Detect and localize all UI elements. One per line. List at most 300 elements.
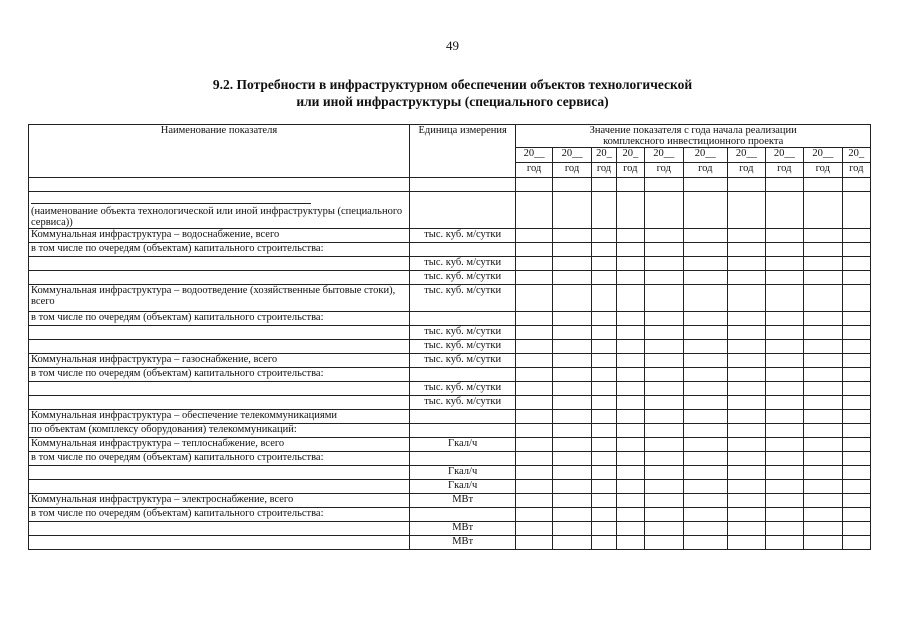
indicator-name-cell [29, 466, 410, 480]
value-cell [592, 508, 616, 522]
indicator-name-cell [29, 522, 410, 536]
unit-cell: МВт [409, 522, 515, 536]
indicator-name-cell [29, 257, 410, 271]
value-cell [552, 410, 592, 424]
value-cell [842, 522, 870, 536]
value-cell [804, 312, 843, 326]
value-cell [765, 536, 804, 550]
value-cell [516, 410, 552, 424]
value-cell [552, 243, 592, 257]
header-name: Наименование показателя [29, 125, 410, 178]
value-cell [842, 192, 870, 229]
table-row [29, 438, 871, 452]
value-cell [728, 382, 765, 396]
year-word: год [592, 163, 616, 178]
indicator-name: по объектам (комплексу оборудования) телекоммуникаций: [31, 424, 297, 435]
value-cell [683, 271, 728, 285]
unit-cell: тыс. куб. м/сутки [409, 285, 515, 312]
value-cell [592, 368, 616, 382]
value-cell [516, 494, 552, 508]
year-header: 20_ [842, 148, 870, 163]
year-header: 20__ [804, 148, 843, 163]
value-cell [765, 192, 804, 229]
value-cell [683, 243, 728, 257]
year-header: 20_ [616, 148, 644, 163]
value-cell [765, 312, 804, 326]
value-cell [645, 326, 684, 340]
value-cell [765, 396, 804, 410]
value-cell [683, 229, 728, 243]
value-cell [804, 192, 843, 229]
value-cell [728, 243, 765, 257]
value-cell [842, 494, 870, 508]
value-cell [804, 396, 843, 410]
indicator-name: Коммунальная инфраструктура – водоснабжение, всего [31, 229, 280, 240]
value-cell [592, 382, 616, 396]
indicator-name-cell [29, 368, 410, 382]
value-cell [516, 192, 552, 229]
value-cell [616, 340, 644, 354]
section-title [0, 76, 905, 110]
indicator-name-cell [29, 438, 410, 452]
value-cell [765, 285, 804, 312]
table-row [29, 466, 871, 480]
table-row [29, 178, 871, 192]
indicator-name: Коммунальная инфраструктура – теплоснабжение, всего [31, 438, 285, 449]
value-cell [765, 424, 804, 438]
value-cell [683, 508, 728, 522]
value-cell [683, 536, 728, 550]
value-cell [616, 508, 644, 522]
value-cell [616, 424, 644, 438]
value-cell [804, 466, 843, 480]
table-row [29, 536, 871, 550]
value-cell [616, 354, 644, 368]
value-cell [552, 178, 592, 192]
value-cell [645, 508, 684, 522]
value-cell [842, 312, 870, 326]
value-cell [516, 354, 552, 368]
table-row [29, 494, 871, 508]
indicator-name: в том числе по очередям (объектам) капитального строительства: [31, 508, 324, 519]
value-cell [616, 257, 644, 271]
unit-cell: тыс. куб. м/сутки [409, 271, 515, 285]
unit-cell: тыс. куб. м/сутки [409, 326, 515, 340]
value-cell [804, 178, 843, 192]
value-cell [683, 466, 728, 480]
value-cell [552, 271, 592, 285]
value-cell [645, 340, 684, 354]
value-cell [683, 340, 728, 354]
value-cell [516, 243, 552, 257]
indicator-name-cell [29, 312, 410, 326]
value-cell [516, 285, 552, 312]
value-cell [616, 312, 644, 326]
value-cell [616, 243, 644, 257]
value-cell [592, 536, 616, 550]
year-word: год [804, 163, 843, 178]
unit-cell: тыс. куб. м/сутки [409, 382, 515, 396]
unit-cell: Гкал/ч [409, 466, 515, 480]
value-cell [616, 452, 644, 466]
indicator-name: в том числе по очередям (объектам) капитального строительства: [31, 452, 324, 463]
value-cell [842, 382, 870, 396]
value-cell [765, 326, 804, 340]
value-cell [842, 452, 870, 466]
header-value-line-2: комплексного инвестиционного проекта [603, 136, 784, 147]
indicator-name: (наименование объекта технологической или иной инфраструктуры (специального сервиса)) [31, 206, 403, 228]
table-row [29, 340, 871, 354]
value-cell [728, 522, 765, 536]
header-value [516, 125, 871, 148]
value-cell [842, 243, 870, 257]
value-cell [804, 257, 843, 271]
value-cell [765, 410, 804, 424]
value-cell [552, 257, 592, 271]
unit-cell [409, 508, 515, 522]
value-cell [804, 340, 843, 354]
value-cell [516, 438, 552, 452]
unit-cell [409, 452, 515, 466]
value-cell [683, 257, 728, 271]
value-cell [804, 424, 843, 438]
value-cell [683, 424, 728, 438]
value-cell [804, 382, 843, 396]
indicator-name: Коммунальная инфраструктура – газоснабжение, всего [31, 354, 278, 365]
value-cell [728, 368, 765, 382]
value-cell [842, 229, 870, 243]
year-word: год [645, 163, 684, 178]
value-cell [804, 522, 843, 536]
value-cell [842, 424, 870, 438]
value-cell [592, 271, 616, 285]
value-cell [616, 271, 644, 285]
unit-cell: тыс. куб. м/сутки [409, 354, 515, 368]
value-cell [842, 271, 870, 285]
indicator-name: Коммунальная инфраструктура – водоотведение (хозяйственные бытовые стоки), всего [31, 285, 396, 307]
value-cell [728, 424, 765, 438]
value-cell [645, 438, 684, 452]
value-cell [804, 326, 843, 340]
unit-cell [409, 312, 515, 326]
value-cell [765, 508, 804, 522]
value-cell [516, 466, 552, 480]
value-cell [683, 368, 728, 382]
unit-cell [409, 192, 515, 229]
table-row [29, 508, 871, 522]
value-cell [552, 382, 592, 396]
value-cell [516, 382, 552, 396]
value-cell [592, 257, 616, 271]
unit-cell [409, 178, 515, 192]
value-cell [683, 438, 728, 452]
value-cell [645, 522, 684, 536]
value-cell [765, 438, 804, 452]
value-cell [683, 522, 728, 536]
value-cell [683, 285, 728, 312]
value-cell [616, 285, 644, 312]
value-cell [842, 340, 870, 354]
value-cell [765, 368, 804, 382]
year-header: 20__ [552, 148, 592, 163]
value-cell [516, 522, 552, 536]
table-row [29, 354, 871, 368]
table-row [29, 192, 871, 229]
value-cell [516, 368, 552, 382]
value-cell [645, 494, 684, 508]
value-cell [552, 508, 592, 522]
year-word: год [842, 163, 870, 178]
value-cell [804, 229, 843, 243]
unit-cell: тыс. куб. м/сутки [409, 257, 515, 271]
indicator-name-cell [29, 494, 410, 508]
indicator-name: Коммунальная инфраструктура – обеспечение телекоммуникациями [31, 410, 337, 421]
value-cell [616, 192, 644, 229]
value-cell [842, 257, 870, 271]
value-cell [645, 312, 684, 326]
unit-cell: Гкал/ч [409, 480, 515, 494]
value-cell [728, 536, 765, 550]
value-cell [765, 229, 804, 243]
value-cell [804, 480, 843, 494]
value-cell [592, 480, 616, 494]
value-cell [683, 410, 728, 424]
year-header: 20__ [728, 148, 765, 163]
value-cell [842, 326, 870, 340]
value-cell [616, 522, 644, 536]
value-cell [728, 494, 765, 508]
indicator-name-cell [29, 243, 410, 257]
value-cell [616, 229, 644, 243]
table-row [29, 243, 871, 257]
value-cell [683, 312, 728, 326]
value-cell [728, 178, 765, 192]
table-row [29, 271, 871, 285]
value-cell [516, 480, 552, 494]
infrastructure-table [28, 124, 871, 550]
value-cell [804, 438, 843, 452]
value-cell [552, 424, 592, 438]
value-cell [592, 178, 616, 192]
indicator-name-cell [29, 354, 410, 368]
value-cell [728, 354, 765, 368]
value-cell [616, 480, 644, 494]
indicator-name: в том числе по очередям (объектам) капитального строительства: [31, 312, 324, 323]
year-header: 20__ [683, 148, 728, 163]
value-cell [592, 396, 616, 410]
value-cell [592, 354, 616, 368]
value-cell [645, 536, 684, 550]
value-cell [645, 410, 684, 424]
value-cell [842, 480, 870, 494]
value-cell [728, 257, 765, 271]
indicator-name-cell [29, 480, 410, 494]
value-cell [552, 494, 592, 508]
value-cell [804, 536, 843, 550]
value-cell [645, 354, 684, 368]
unit-cell: тыс. куб. м/сутки [409, 340, 515, 354]
value-cell [516, 257, 552, 271]
table-row [29, 382, 871, 396]
value-cell [592, 438, 616, 452]
indicator-name-cell [29, 178, 410, 192]
value-cell [765, 340, 804, 354]
unit-cell: тыс. куб. м/сутки [409, 229, 515, 243]
page-number: 49 [446, 38, 459, 53]
value-cell [552, 396, 592, 410]
header-unit: Единица измерения [409, 125, 515, 178]
value-cell [804, 410, 843, 424]
value-cell [728, 340, 765, 354]
value-cell [842, 466, 870, 480]
value-cell [728, 312, 765, 326]
table-row [29, 410, 871, 424]
value-cell [804, 508, 843, 522]
year-word: год [616, 163, 644, 178]
table-row [29, 368, 871, 382]
value-cell [765, 257, 804, 271]
title-line-1: 9.2. Потребности в инфраструктурном обеспечении объектов технологической [212, 77, 693, 92]
value-cell [616, 410, 644, 424]
indicator-name-cell [29, 285, 410, 312]
value-cell [516, 312, 552, 326]
indicator-name-cell [29, 410, 410, 424]
value-cell [592, 340, 616, 354]
value-cell [616, 368, 644, 382]
indicator-name-cell [29, 326, 410, 340]
table-row [29, 522, 871, 536]
value-cell [842, 285, 870, 312]
unit-cell: тыс. куб. м/сутки [409, 396, 515, 410]
value-cell [592, 466, 616, 480]
value-cell [645, 285, 684, 312]
indicator-name-cell [29, 382, 410, 396]
header-value-line-1: Значение показателя с года начала реализации [589, 125, 797, 136]
unit-cell [409, 424, 515, 438]
value-cell [592, 192, 616, 229]
value-cell [552, 340, 592, 354]
value-cell [616, 326, 644, 340]
value-cell [804, 452, 843, 466]
table-row [29, 396, 871, 410]
table-row [29, 285, 871, 312]
indicator-name-cell [29, 271, 410, 285]
year-word: год [765, 163, 804, 178]
value-cell [516, 396, 552, 410]
value-cell [728, 285, 765, 312]
value-cell [592, 326, 616, 340]
value-cell [645, 424, 684, 438]
value-cell [552, 229, 592, 243]
value-cell [683, 354, 728, 368]
value-cell [728, 192, 765, 229]
unit-cell: МВт [409, 494, 515, 508]
value-cell [616, 178, 644, 192]
value-cell [728, 480, 765, 494]
value-cell [842, 354, 870, 368]
value-cell [645, 368, 684, 382]
year-word: год [516, 163, 552, 178]
value-cell [516, 271, 552, 285]
value-cell [592, 285, 616, 312]
value-cell [842, 508, 870, 522]
value-cell [592, 312, 616, 326]
indicator-name: в том числе по очередям (объектам) капитального строительства: [31, 368, 324, 379]
value-cell [804, 494, 843, 508]
value-cell [765, 480, 804, 494]
value-cell [645, 396, 684, 410]
indicator-name-cell [29, 340, 410, 354]
indicator-name-cell [29, 508, 410, 522]
value-cell [645, 178, 684, 192]
value-cell [516, 340, 552, 354]
value-cell [592, 410, 616, 424]
value-cell [552, 354, 592, 368]
value-cell [683, 326, 728, 340]
indicator-name: Коммунальная инфраструктура – электроснабжение, всего [31, 494, 294, 505]
year-word: год [552, 163, 592, 178]
value-cell [765, 354, 804, 368]
value-cell [765, 178, 804, 192]
value-cell [645, 452, 684, 466]
value-cell [516, 326, 552, 340]
value-cell [683, 480, 728, 494]
value-cell [592, 494, 616, 508]
value-cell [552, 285, 592, 312]
value-cell [765, 382, 804, 396]
year-header: 20_ [592, 148, 616, 163]
value-cell [645, 271, 684, 285]
year-header: 20__ [516, 148, 552, 163]
value-cell [728, 229, 765, 243]
year-word: год [683, 163, 728, 178]
value-cell [728, 410, 765, 424]
value-cell [592, 424, 616, 438]
value-cell [552, 192, 592, 229]
value-cell [804, 354, 843, 368]
value-cell [616, 396, 644, 410]
value-cell [552, 312, 592, 326]
value-cell [645, 466, 684, 480]
value-cell [842, 178, 870, 192]
value-cell [616, 466, 644, 480]
fill-in-line [31, 203, 311, 204]
value-cell [765, 243, 804, 257]
unit-cell [409, 368, 515, 382]
value-cell [516, 229, 552, 243]
value-cell [728, 466, 765, 480]
table-row [29, 452, 871, 466]
value-cell [552, 536, 592, 550]
indicator-name-cell [29, 452, 410, 466]
table-row [29, 480, 871, 494]
year-header: 20__ [765, 148, 804, 163]
value-cell [552, 438, 592, 452]
unit-cell: Гкал/ч [409, 438, 515, 452]
indicator-name-cell [29, 192, 410, 229]
indicator-name-cell [29, 396, 410, 410]
value-cell [765, 466, 804, 480]
value-cell [516, 508, 552, 522]
value-cell [645, 229, 684, 243]
value-cell [616, 382, 644, 396]
value-cell [728, 508, 765, 522]
value-cell [765, 271, 804, 285]
value-cell [516, 424, 552, 438]
value-cell [765, 452, 804, 466]
value-cell [645, 257, 684, 271]
unit-cell [409, 410, 515, 424]
